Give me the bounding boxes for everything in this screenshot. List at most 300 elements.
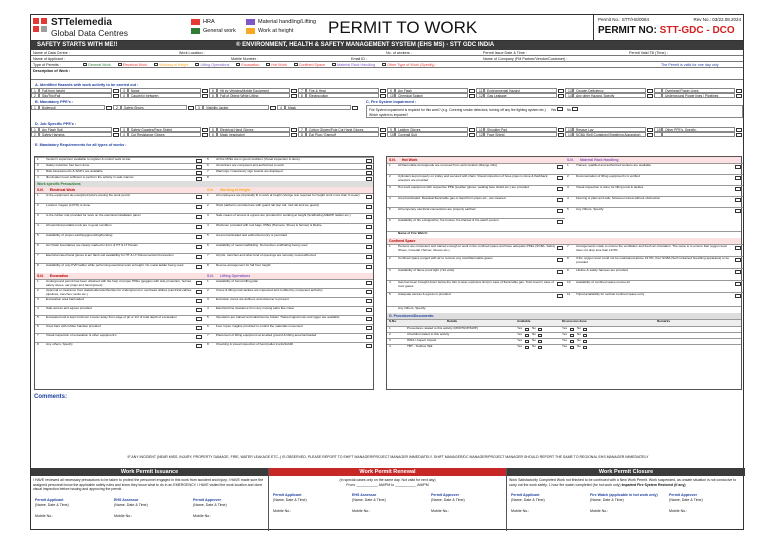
rack-handling-checkbox[interactable] (735, 165, 741, 169)
signature-mobile[interactable]: Mobile No.: (114, 513, 133, 518)
safety-banner (31, 41, 743, 50)
signature-block[interactable] (114, 498, 190, 519)
excavation-checkbox[interactable] (196, 290, 202, 294)
electrical-number: 2 (207, 203, 209, 207)
confined-right-checkbox[interactable] (735, 270, 741, 274)
mandatory-text: Risk Assessment's & SOP's are available (46, 169, 103, 173)
confined-left-text: Persons are competent and trained enough to work in the confined space and have adequate PPEs (SCBA, Safety Shoes, Coverall, Helmet, Gloves etc.) (398, 244, 556, 252)
job-ppe-label: Electrical Hand Gloves (217, 127, 290, 132)
field-description[interactable]: Description of Work : (33, 69, 71, 73)
signature-block[interactable] (669, 493, 745, 514)
ppe-number: 1 (31, 105, 39, 110)
field-mobile[interactable]: Mobile Number : (231, 57, 259, 61)
rack-handling-list (565, 163, 743, 218)
hotwork-row (387, 196, 565, 207)
permit-type-option[interactable]: Excavation (236, 63, 259, 67)
electrical-number: 8 (37, 263, 39, 267)
yes-checkbox[interactable] (525, 328, 529, 331)
electrical-row (35, 213, 373, 223)
right-precautions-panel (386, 156, 742, 390)
electrical-checkbox[interactable] (366, 225, 372, 229)
confined-left-checkbox[interactable] (557, 270, 563, 274)
field-applicant[interactable]: Name of Applicant : (33, 57, 65, 61)
signature-title: Permit Approver (193, 497, 222, 502)
excavation-checkbox[interactable] (366, 299, 372, 303)
job-ppe-checkbox[interactable] (736, 133, 742, 137)
excavation-number: 7 (207, 333, 209, 337)
electrical-number: 6 (37, 243, 39, 247)
job-ppe-label: Shoulder Pad (484, 127, 557, 132)
electrical-text: Workmen provided with tool bags, PPEs (Harness, Shoes & helmet) & lifeline (216, 223, 322, 227)
excavation-checkbox[interactable] (196, 317, 202, 321)
field-email[interactable]: Email ID : (351, 57, 367, 61)
confined-right-checkbox[interactable] (735, 258, 741, 262)
confined-body (387, 244, 741, 306)
confined-left-number: 5 (389, 292, 391, 296)
rack-handling-number: 3 (567, 185, 569, 189)
legend-lifting: Material handling/Lifting (246, 18, 316, 26)
hazard-label: Underground Power lines / Pipelines (662, 93, 735, 98)
no-checkbox[interactable] (538, 346, 542, 349)
job-ppe-label: Arc Flash Suit (39, 127, 112, 132)
electrical-checkbox[interactable] (196, 205, 202, 209)
mandatory-text: Safety induction has been done (46, 163, 90, 167)
no-checkbox[interactable] (583, 334, 587, 337)
yes-checkbox[interactable] (525, 346, 529, 349)
fire-which-system[interactable]: Which system is impaired? (369, 112, 409, 117)
electrical-checkbox[interactable] (196, 265, 202, 269)
confined-left-row (387, 268, 565, 280)
permit-type-option[interactable]: Working at Height (154, 63, 188, 67)
permit-type-checkbox[interactable] (154, 63, 158, 66)
electrical-checkbox[interactable] (196, 255, 202, 259)
signature-subtitle: (Name, Date & Time) (35, 502, 69, 507)
rack-handling-checkbox[interactable] (735, 187, 741, 191)
job-ppe-label (662, 132, 735, 137)
rack-handling-number: 2 (567, 174, 569, 178)
excavation-number: 8 (37, 342, 39, 346)
job-ppe-label: Rescue Lay (573, 127, 646, 132)
mandatory-number: 3 (37, 169, 39, 173)
ppe-checkbox[interactable] (352, 106, 358, 110)
hazard-checkbox[interactable] (380, 94, 386, 98)
hazard-checkbox[interactable] (291, 94, 297, 98)
hotwork-checkbox[interactable] (557, 209, 563, 213)
no-checkbox[interactable] (538, 334, 542, 337)
hazard-checkbox[interactable] (469, 89, 475, 93)
job-ppe-checkbox[interactable] (380, 128, 386, 132)
excavation-checkbox[interactable] (196, 281, 202, 285)
fire-yes-checkbox[interactable] (557, 107, 563, 111)
electrical-row (35, 233, 373, 243)
confined-right-row (565, 268, 743, 280)
hotwork-text: Area barricaded. Residual flammable gas or liquid from pipes etc., are cleaned (398, 196, 506, 200)
electrical-checkbox[interactable] (196, 245, 202, 249)
permit-type-option[interactable]: Hot Work (266, 63, 286, 67)
job-ppe-checkbox[interactable] (202, 128, 208, 132)
excavation-checkbox[interactable] (366, 290, 372, 294)
ppe-checkbox[interactable] (188, 106, 194, 110)
yes-checkbox[interactable] (570, 340, 574, 343)
signature-title: Permit Applicant (35, 497, 64, 502)
electrical-text: Arc Flash boundaries are clearly marked in front of HT & LT Panels (46, 243, 138, 247)
permit-type-option[interactable]: Other Type of Work (Specify) : (382, 63, 436, 67)
electrical-number: 1 (207, 193, 209, 197)
closure-section (507, 468, 745, 531)
hazard-number: 13 (565, 88, 573, 93)
electrical-checkbox[interactable] (366, 215, 372, 219)
ppe-number: 3 (195, 105, 203, 110)
yes-label: Yes (517, 332, 523, 336)
hazard-label: Arc Flash (395, 88, 468, 93)
signature-block[interactable] (352, 493, 428, 514)
electrical-text: Safe means of access & egress are provided for working at height (Scaffolding MEWP, ladder etc.) (216, 213, 351, 217)
electrical-checkbox[interactable] (366, 195, 372, 199)
rack-handling-row (565, 174, 743, 185)
no-checkbox[interactable] (538, 340, 542, 343)
yes-checkbox[interactable] (570, 334, 574, 337)
confined-right-checkbox[interactable] (735, 282, 741, 286)
excavation-text: Exclusion zones are defined, and observer is present (216, 297, 289, 301)
hotwork-checkbox[interactable] (557, 198, 563, 202)
hazard-checkbox[interactable] (647, 89, 653, 93)
excavation-header: S.N. Excavation S.N. Lifting Operations (35, 273, 373, 279)
permit-type-checkbox[interactable] (294, 63, 298, 66)
field-data-centre[interactable]: Name of Data Centre : (33, 51, 70, 55)
confined-right-checkbox[interactable] (735, 246, 741, 250)
ppe-label: Mask (285, 105, 351, 110)
confined-left-checkbox[interactable] (557, 246, 563, 250)
job-ppe-number: 1 (31, 127, 39, 132)
excavation-checkbox[interactable] (366, 335, 372, 339)
electrical-checkbox[interactable] (196, 195, 202, 199)
permit-type-option[interactable]: General Work (83, 63, 111, 67)
yes-label: Yes (517, 326, 523, 330)
confined-right-number: 11 (567, 292, 571, 296)
signature-mobile[interactable]: Mobile No.: (352, 509, 371, 513)
permit-type-option[interactable]: Material Rack Handling (332, 63, 375, 67)
electrical-text: Is the equipment de-energized before issuing the work permit (46, 193, 130, 197)
yes-checkbox[interactable] (525, 340, 529, 343)
hazard-checkbox[interactable] (469, 94, 475, 98)
permit-type-checkbox[interactable] (195, 63, 199, 66)
job-ppe-checkbox[interactable] (558, 133, 564, 137)
confined-others[interactable]: Any Others, Specify: (387, 306, 741, 313)
job-ppe-checkbox[interactable] (647, 128, 653, 132)
rack-handling-checkbox[interactable] (735, 176, 741, 180)
job-ppe-checkbox[interactable] (469, 133, 475, 137)
hotwork-number: 3 (389, 185, 391, 189)
excavation-row (35, 288, 373, 297)
excavation-checkbox[interactable] (366, 317, 372, 321)
excavation-checkbox[interactable] (196, 308, 202, 312)
permit-type-checkbox[interactable] (382, 63, 386, 66)
hotwork-row (387, 218, 565, 229)
excavation-number: 4 (207, 306, 209, 310)
confined-right-row (565, 256, 743, 268)
job-ppe-label: Ear Plug / Earmuff (306, 132, 379, 137)
electrical-checkbox[interactable] (366, 245, 372, 249)
excavation-number: 6 (37, 324, 39, 328)
rack-handling-number: 1 (567, 163, 569, 167)
mandatory-number: 7 (207, 169, 209, 173)
confined-left-text: Adequate access & egress is provided (398, 292, 451, 296)
hazard-number: 7 (298, 88, 306, 93)
excavation-text: Four ropes / tagline provided to control the materials movement (216, 324, 303, 328)
confined-right-text: Arrangements made to ensure the ventilation and fresh air circulation. The same is to ensure that oxygen level does not drop less than 19.5% (576, 244, 727, 252)
hazard-checkbox[interactable] (113, 94, 119, 98)
document-number: 2 (389, 332, 391, 336)
confined-right-checkbox[interactable] (735, 294, 741, 298)
ppe-checkbox[interactable] (106, 106, 112, 110)
job-ppe-number: 8 (298, 132, 306, 137)
signature-block[interactable] (511, 493, 587, 514)
electrical-text: All pits, trenches and other kind of openings are securely covered/fenced (216, 253, 316, 257)
job-ppe-label: Face Shield (484, 132, 557, 137)
hotwork-checkbox[interactable] (557, 165, 563, 169)
permit-type-checkbox[interactable] (83, 63, 87, 66)
hazard-label: Electrocution (306, 93, 379, 98)
hotwork-text: Hot work equipment with respective PPE (Leather gloves, welding face shield etc.) are provided (398, 185, 529, 189)
confined-left-checkbox[interactable] (557, 294, 563, 298)
hazard-checkbox[interactable] (736, 94, 742, 98)
document-text: TBT - Toolbox Talk (407, 344, 433, 348)
permit-type-checkbox[interactable] (118, 63, 122, 66)
closure-text: Work Satisfactorily Completed Work not finished to be continued with a New Work Permit. Work suspended, as unsafe situation is not conducive to carry out the work safely. 1 hour fire watch completed (for hot work only) Impaired Fire System Restored (if any) (509, 478, 737, 487)
hotwork-checkbox[interactable] (557, 187, 563, 191)
permit-type-option[interactable]: Electrical Work (118, 63, 148, 67)
hazard-checkbox[interactable] (736, 89, 742, 93)
excavation-checkbox[interactable] (366, 281, 372, 285)
banner-slogan: SAFETY STARTS WITH ME!! (37, 42, 118, 48)
signature-title: Permit Approver (669, 493, 698, 497)
signature-mobile[interactable]: Mobile No.: (511, 509, 530, 513)
excavation-text: Approval or clearance from stakeholders/authorities for underground or overhead utilities (electrical cables, pipelines, trenches, tanks etc.) (46, 288, 192, 296)
document-number: 1 (389, 326, 391, 330)
excavation-checkbox[interactable] (196, 326, 202, 330)
job-ppe-checkbox[interactable] (469, 128, 475, 132)
excavation-text: Excavation area barricaded (46, 297, 84, 301)
field-valid-till[interactable]: Permit Valid Till (Time) : (629, 51, 668, 55)
document-text: Checklist related to this activity (407, 332, 450, 336)
excavation-checkbox[interactable] (196, 344, 202, 348)
field-company[interactable]: Name of Company (FM Partner/Vendor/Customer) : (483, 57, 568, 61)
electrical-number: 2 (37, 203, 39, 207)
excavation-checkbox[interactable] (196, 299, 202, 303)
comments-label[interactable]: Comments: (34, 394, 68, 400)
job-ppe-label: Coverall Suit (395, 132, 468, 137)
excavation-text: Visual inspection of excavation & other equipment's (46, 333, 117, 337)
hazard-checkbox[interactable] (558, 94, 564, 98)
excavation-text: Safe access and egress provided (46, 306, 92, 310)
permit-type-option[interactable]: Lifting Operations (195, 63, 229, 67)
no-label: No (577, 338, 581, 342)
hotwork-checkbox[interactable] (557, 176, 563, 180)
electrical-row (35, 193, 373, 203)
job-ppe-checkbox[interactable] (113, 128, 119, 132)
rack-handling-number: 5 (567, 207, 569, 211)
signature-mobile[interactable]: Mobile No.: (590, 509, 609, 513)
signature-subtitle: (Name, Date & Time) (352, 498, 386, 502)
job-ppe-checkbox[interactable] (291, 128, 297, 132)
hazard-number: 14 (565, 93, 573, 98)
job-ppe-number: 15 (654, 127, 662, 132)
hazard-label: Chemical Splash (395, 93, 468, 98)
electrical-checkbox[interactable] (366, 205, 372, 209)
hotwork-header: S.N. Hot Work S.N. Material Rack Handling (387, 157, 741, 163)
signature-block[interactable] (193, 498, 269, 519)
permit-type-checkbox[interactable] (236, 63, 240, 66)
mandatory-number: 5 (207, 157, 209, 161)
hazard-checkbox[interactable] (291, 89, 297, 93)
mandatory-text: Warnings / Cautionary sign boards are displayed (216, 169, 283, 173)
rack-handling-text: Trained, qualified and authorized workers are available (576, 163, 652, 167)
confined-left-checkbox[interactable] (557, 258, 563, 262)
field-issue-date[interactable]: Permit Issue Date & Time : (483, 51, 527, 55)
excavation-checkbox[interactable] (366, 344, 372, 348)
permit-type-checkbox[interactable] (332, 63, 336, 66)
hazard-label: Environmental Hazard (484, 88, 557, 93)
job-ppe-checkbox[interactable] (113, 133, 119, 137)
excavation-text: Availability of formal lifting plan (216, 279, 259, 283)
hazard-checkbox[interactable] (558, 89, 564, 93)
job-ppe-number: 12 (476, 132, 484, 137)
hazard-checkbox[interactable] (202, 89, 208, 93)
fire-watch-name[interactable]: Name of Fire Watch: (387, 231, 741, 238)
excavation-text: Electrical line clearance from any moving parts like crane (216, 306, 295, 310)
job-ppe-checkbox[interactable] (736, 128, 742, 132)
job-ppe-number: 14 (565, 132, 573, 137)
section-hazards-title: A. Identified Hazards with work activity to be carried out : (35, 83, 139, 87)
electrical-checkbox[interactable] (366, 265, 372, 269)
confined-left-checkbox[interactable] (557, 282, 563, 286)
electrical-text: All employees are physically fit to work at height (Vertigo test required for height work more than 6 meter) (216, 193, 360, 197)
yes-label: Yes (517, 338, 523, 342)
job-ppe-checkbox[interactable] (380, 133, 386, 137)
electrical-text: Availability of metal scaffolding. No bamboo scaffolding being used (216, 243, 308, 247)
signature-subtitle: (Name, Date & Time) (511, 498, 545, 502)
excavation-checkbox[interactable] (196, 335, 202, 339)
confined-right-text: Availability of confined space rescue kit (576, 280, 630, 284)
electrical-number: 4 (37, 223, 39, 227)
confined-left-row (387, 280, 565, 292)
hotwork-body (387, 163, 741, 231)
signature-mobile[interactable]: Mobile No.: (431, 509, 450, 513)
job-ppe-checkbox[interactable] (558, 128, 564, 132)
renewal-section (269, 468, 507, 531)
no-checkbox[interactable] (583, 328, 587, 331)
yes-checkbox[interactable] (525, 334, 529, 337)
signature-title: Permit Applicant (273, 493, 302, 497)
signature-mobile[interactable]: Mobile No.: (669, 509, 688, 513)
mandatory-number: 8 (207, 175, 209, 179)
electrical-checkbox[interactable] (196, 235, 202, 239)
excavation-row (35, 297, 373, 306)
no-checkbox[interactable] (538, 328, 542, 331)
confined-right-text: Lifeline & safety harness are provided (576, 268, 628, 272)
signature-mobile[interactable]: Mobile No.: (273, 509, 292, 513)
excavation-number: 1 (37, 279, 39, 283)
no-checkbox[interactable] (583, 346, 587, 349)
rack-handling-row (565, 196, 743, 207)
fire-no-checkbox[interactable] (572, 107, 578, 111)
excavation-row (35, 333, 373, 342)
permit-type-checkbox[interactable] (266, 63, 270, 66)
documents-list (387, 326, 741, 350)
form-number: Permit No.: STT/HS/0084 (598, 17, 650, 22)
excavation-row (35, 315, 373, 324)
signature-block[interactable] (590, 493, 666, 514)
hazard-number: 8 (298, 93, 306, 98)
documents-header: S.No. Details Available Discussion done Remarks (387, 319, 741, 326)
hazard-checkbox[interactable] (202, 94, 208, 98)
excavation-checkbox[interactable] (366, 326, 372, 330)
rack-handling-checkbox[interactable] (735, 209, 741, 213)
field-workers[interactable]: No. of workers : (386, 51, 412, 55)
electrical-checkbox[interactable] (366, 255, 372, 259)
job-ppe-checkbox[interactable] (647, 133, 653, 137)
form-header (31, 15, 743, 41)
no-checkbox[interactable] (583, 340, 587, 343)
renewal-text: (In special cases only on the same day. Not valid for next day) From: ___________ AM/PM to ___________ AM/PM (269, 476, 506, 489)
field-work-location[interactable]: Work Location : (179, 51, 205, 55)
issuance-section (31, 468, 269, 531)
yes-checkbox[interactable] (570, 328, 574, 331)
permit-type-option[interactable]: Confined Space (294, 63, 325, 67)
hazard-checkbox[interactable] (380, 89, 386, 93)
document-number: 4 (389, 344, 391, 348)
hazard-checkbox[interactable] (647, 94, 653, 98)
signature-mobile[interactable]: Mobile No.: (193, 513, 212, 518)
electrical-number: 3 (37, 213, 39, 217)
ppe-checkbox[interactable] (270, 106, 276, 110)
confined-header: Confined Space (387, 238, 741, 244)
electrical-text: Is the rubber mat provided for work on the electrical installation panel (46, 213, 141, 217)
yes-label: Yes (562, 344, 568, 348)
yes-label: Yes (562, 338, 568, 342)
job-ppe-checkbox[interactable] (291, 133, 297, 137)
signature-block[interactable] (35, 498, 111, 519)
electrical-text: Availability of only PVP ladder while performing electrical work at height. No metal ladder being used (46, 263, 184, 267)
closure-title: Work Permit Closure (507, 468, 745, 476)
job-ppe-number: 9 (387, 127, 395, 132)
electrical-number: 1 (37, 193, 39, 197)
rack-handling-checkbox[interactable] (735, 198, 741, 202)
excavation-text: Underground permit has been obtained with the help of proper PPEs (goggles with side protection, helmet, safety shoes, ear plugs and hand gloves) (46, 279, 192, 287)
signature-block[interactable] (431, 493, 507, 514)
excavation-checkbox[interactable] (366, 308, 372, 312)
signature-block[interactable] (273, 493, 349, 514)
yes-checkbox[interactable] (570, 346, 574, 349)
excavation-number: 2 (37, 288, 39, 292)
hazard-checkbox[interactable] (113, 89, 119, 93)
hazard-number: 5 (209, 88, 217, 93)
work-precautions-title: Work specific Precautions (35, 181, 373, 187)
hazard-number: 11 (476, 88, 484, 93)
electrical-checkbox[interactable] (366, 235, 372, 239)
electrical-checkbox[interactable] (196, 225, 202, 229)
renewal-time-range[interactable]: From: ___________ AM/PM to ___________ AM/PM (346, 482, 429, 487)
job-ppe-checkbox[interactable] (202, 133, 208, 137)
signature-subtitle: (Name, Date & Time) (273, 498, 307, 502)
documents-title: G. Procedures/Documents: (387, 313, 741, 319)
electrical-checkbox[interactable] (196, 215, 202, 219)
confined-left-row (387, 292, 565, 304)
confined-left-number: 4 (389, 280, 391, 284)
signature-mobile[interactable]: Mobile No.: (35, 513, 54, 518)
hotwork-checkbox[interactable] (557, 220, 563, 224)
electrical-text: All electrical portable tools are in good condition (46, 223, 112, 227)
